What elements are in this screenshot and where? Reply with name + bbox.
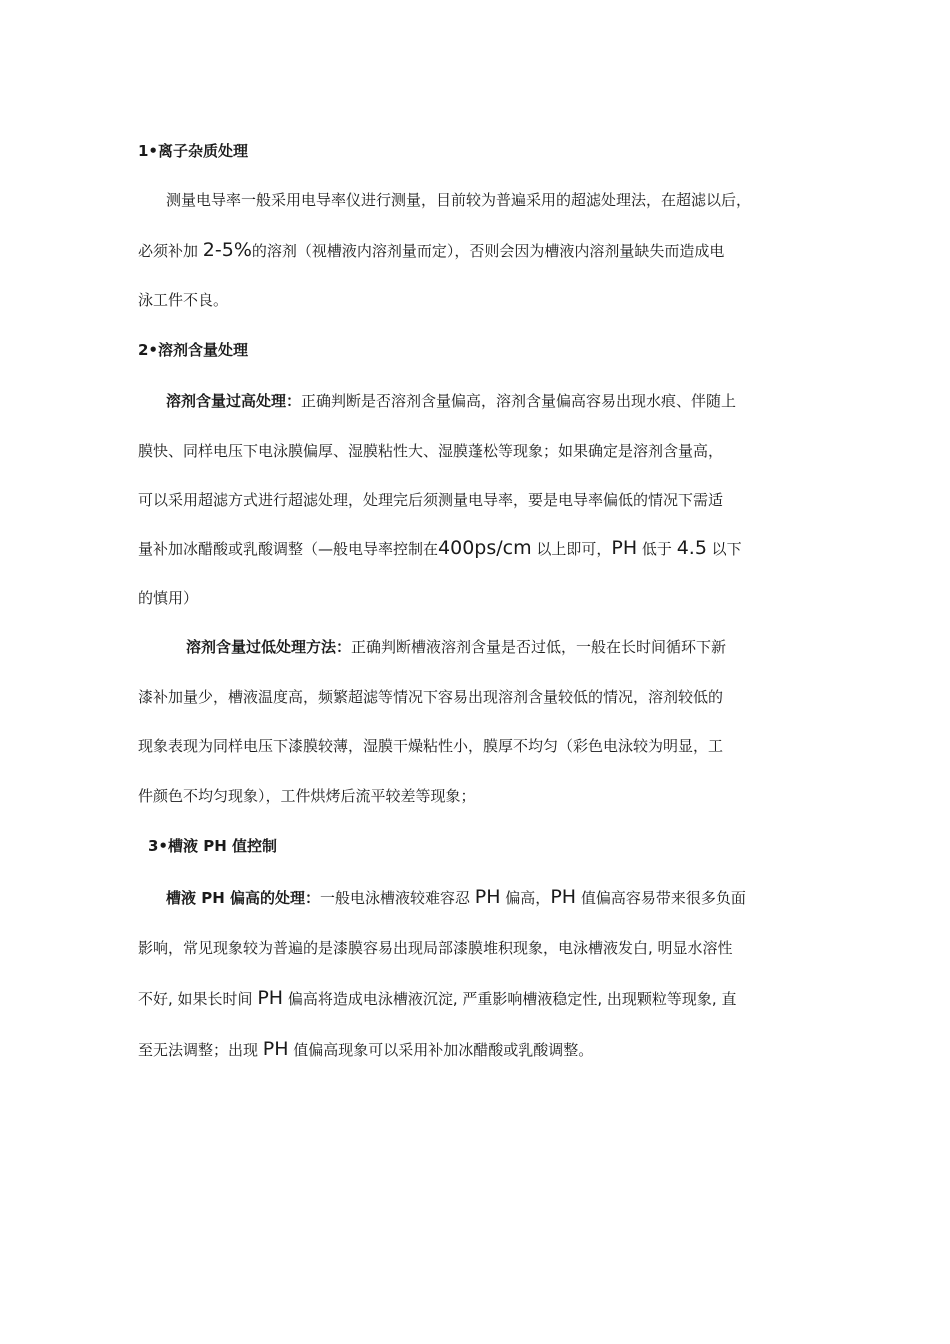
text-span: 低于 [637,540,677,558]
text-span: 正确判断槽液溶剂含量是否过低，一般在长时间循环下新 [351,638,727,656]
ph-text: PH [257,987,284,1009]
ph-text: PH [262,1038,289,1060]
text-span: 至无法调整；出现 [138,1041,263,1059]
text-span: 一般电泳槽液较难容忍 [320,889,475,907]
section-2-high-line-4 [138,538,742,559]
section-1-line-3: 泳工件不良。 [138,291,229,309]
ph-value: 4.5 [676,537,707,559]
section-2-low-line-3: 现象表现为同样电压下漆膜较薄，湿膜干燥粘性小，膜厚不均匀（彩色电泳较为明显，工 [138,737,724,755]
section-3-line-3 [138,988,736,1009]
text-span: 偏高将造成电泳槽液沉淀, 严重影响槽液稳定性, 出现颗粒等现象, 直 [283,990,737,1008]
text-span: 必须补加 [138,242,203,260]
percent-value: 2-5% [202,239,252,261]
text-span: 值偏高容易带来很多负面 [576,889,746,907]
text-span: 量补加冰醋酸或乳酸调整（—般电导率控制在 [138,540,439,558]
section-2-high-line-2: 膜快、同样电压下电泳膜偏厚、湿膜粘性大、湿膜蓬松等现象；如果确定是溶剂含量高， [138,442,724,460]
text-span: 以上即可， [531,540,612,558]
section-3-line-1 [166,887,746,908]
section-1-heading: 1•离子杂质处理 [138,142,249,160]
text-span: 值偏高现象可以采用补加冰醋酸或乳酸调整。 [288,1041,594,1059]
ph-text: PH [550,886,577,908]
section-2-high-line-5: 的慎用） [138,589,199,607]
ph-text: PH [474,886,501,908]
section-2-high-line-3: 可以采用超滤方式进行超滤处理，处理完后须测量电导率，要是电导率偏低的情况下需适 [138,491,724,509]
text-span: 不好, 如果长时间 [138,990,258,1008]
section-2-low-line-4: 件颜色不均匀现象），工件烘烤后流平较差等现象； [138,787,476,805]
section-3-line-2: 影响，常见现象较为普遍的是漆膜容易出现局部漆膜堆积现象，电泳槽液发白, 明显水溶性 [138,939,733,957]
ph-text: PH [611,537,638,559]
ph-high-label: 槽液 PH 偏高的处理： [166,889,320,907]
section-1-line-2 [138,240,724,261]
section-1-line-1: 测量电导率一般采用电导率仪进行测量，目前较为普遍采用的超滤处理法，在超滤以后， [166,191,752,209]
section-2-heading: 2•溶剂含量处理 [138,341,249,359]
low-solvent-label: 溶剂含量过低处理方法： [186,638,352,656]
section-3-heading: 3•槽液 PH 值控制 [148,837,278,855]
text-span: 的溶剂（视槽液内溶剂量而定），否则会因为槽液内溶剂量缺失而造成电 [251,242,725,260]
conductivity-value: 400ps/cm [438,537,532,559]
text-span: 偏高， [500,889,551,907]
section-3-line-4 [138,1039,593,1060]
high-solvent-label: 溶剂含量过高处理： [166,392,302,410]
text-span: 以下 [706,540,742,558]
text-span: 正确判断是否溶剂含量偏高，溶剂含量偏高容易出现水痕、伴随上 [301,392,737,410]
section-2-high-line-1 [166,391,736,411]
section-2-low-line-1 [186,637,726,657]
section-2-low-line-2: 漆补加量少，槽液温度高，频繁超滤等情况下容易出现溶剂含量较低的情况，溶剂较低的 [138,688,724,706]
